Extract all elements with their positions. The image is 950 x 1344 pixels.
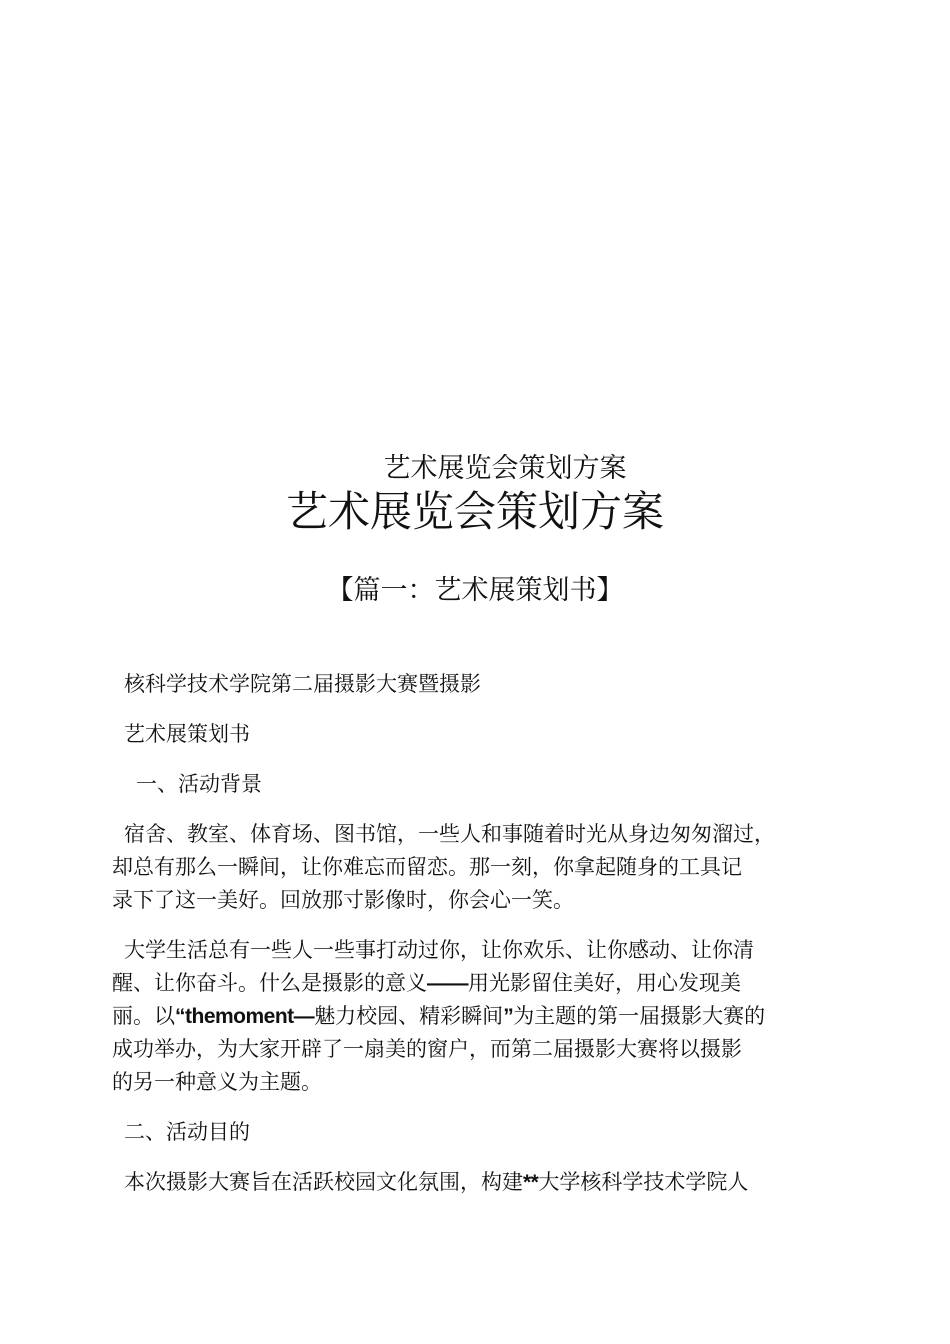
paragraph-line	[112, 967, 842, 1000]
em-dash: ——	[427, 972, 468, 995]
main-title: 艺术展览会策划方案	[285, 487, 664, 536]
paragraph-college-life	[112, 934, 842, 1099]
text-run: 丽。以	[112, 1004, 175, 1028]
redacted-stars: **	[523, 1171, 539, 1194]
paragraph-line	[112, 1000, 842, 1033]
paragraph-line	[112, 1166, 842, 1199]
section-heading-purpose: 二、活动目的	[124, 1120, 250, 1144]
latin-theme-text: “themoment—	[175, 1005, 315, 1028]
paragraph-background	[112, 818, 842, 917]
paragraph-line: 的另一种意义为主题。	[112, 1070, 322, 1094]
subtitle-line-1: 核科学技术学院第二届摄影大赛暨摄影	[124, 672, 481, 696]
closing-quote: ”	[503, 1005, 514, 1028]
paragraph-line: 却总有那么一瞬间，让你难忘而留恋。那一刻，你拿起随身的工具记	[112, 855, 742, 879]
header-title: 艺术展览会策划方案	[383, 453, 627, 484]
paragraph-line: 大学生活总有一些人一些事打动过你，让你欢乐、让你感动、让你清	[124, 938, 754, 962]
text-run: 大学核科学技术学院人	[538, 1170, 749, 1194]
subtitle-line-2: 艺术展策划书	[124, 722, 250, 746]
paragraph-purpose	[112, 1166, 842, 1199]
paragraph-line: 成功举办，为大家开辟了一扇美的窗户，而第二届摄影大赛将以摄影	[112, 1037, 742, 1061]
text-run: 为主题的第一届摄影大赛的	[513, 1004, 766, 1028]
text-run: 魅力校园、精彩瞬间	[314, 1004, 504, 1028]
chapter-title: 【篇一：艺术展策划书】	[326, 575, 624, 606]
document-body	[112, 668, 842, 1199]
paragraph-line: 宿舍、教室、体育场、图书馆，一些人和事随着时光从身边匆匆溜过，	[124, 822, 775, 846]
paragraph-line: 录下了这一美好。回放那寸影像时，你会心一笑。	[112, 888, 574, 912]
text-run: 醒、让你奋斗。什么是摄影的意义	[112, 971, 427, 995]
section-heading-background: 一、活动背景	[136, 772, 262, 796]
text-run: 用光影留住美好，用心发现美	[468, 971, 741, 995]
text-run: 本次摄影大赛旨在活跃校园文化氛围，构建	[124, 1170, 523, 1194]
